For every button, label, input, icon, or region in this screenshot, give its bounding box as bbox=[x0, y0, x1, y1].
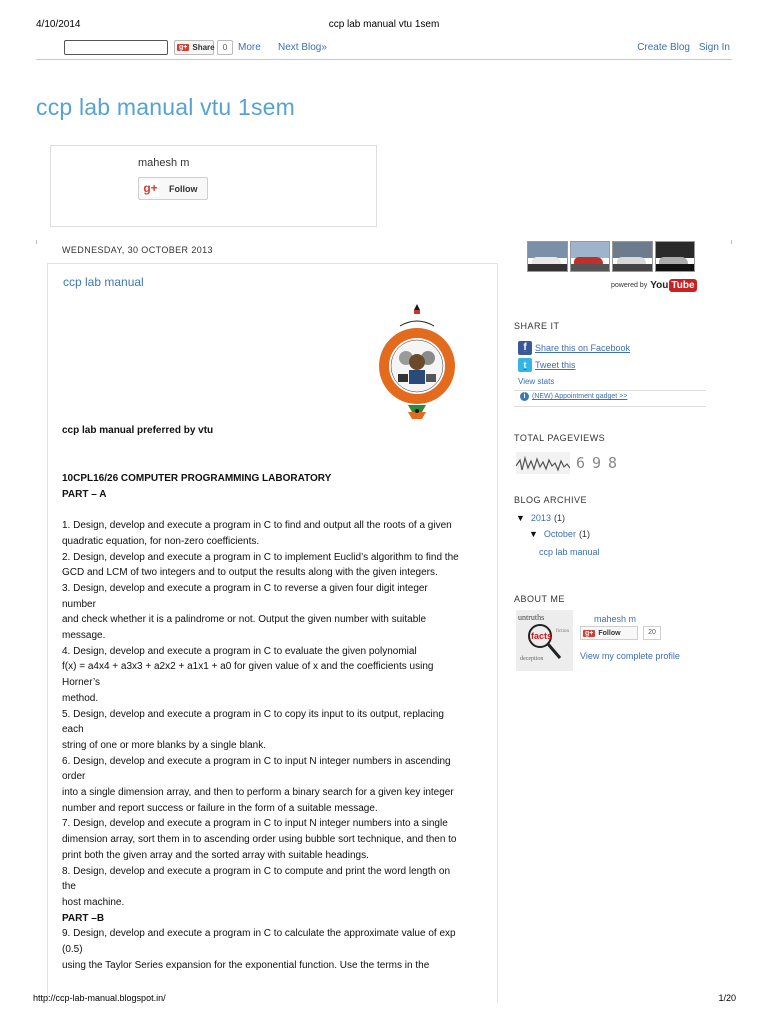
post-line: 2. Design, develop and execute a program in C to implement Euclid’s algorithm to find the bbox=[62, 551, 459, 563]
print-title: ccp lab manual vtu 1sem bbox=[328, 19, 440, 30]
post-line: 4. Design, develop and execute a program in C to evaluate the given polynomial bbox=[62, 645, 417, 657]
print-header bbox=[0, 19, 768, 33]
profile-follow-card bbox=[50, 145, 377, 227]
post-line: 9. Design, develop and execute a program in C to calculate the approximate value of exp bbox=[62, 928, 456, 940]
post-line: 10CPL16/26 COMPUTER PROGRAMMING LABORATORY bbox=[62, 473, 332, 484]
about-follow-button[interactable]: g+ Follow bbox=[580, 626, 638, 640]
post-line: 7. Design, develop and execute a program in C to input N integer numbers into a single bbox=[62, 818, 448, 830]
archive-month: ▼ October (1) bbox=[529, 529, 590, 539]
share-label: Share bbox=[192, 43, 215, 52]
post-line: f(x) = a4x4 + a3x3 + a2x2 + a1x1 + a0 for given value of x and the coefficients using bbox=[62, 661, 434, 673]
divider-tick bbox=[36, 240, 37, 244]
archive-year-link[interactable]: 2013 bbox=[530, 513, 551, 523]
about-name-link[interactable]: mahesh m bbox=[594, 614, 637, 624]
svg-text:deception: deception bbox=[520, 656, 544, 662]
video-thumbnail[interactable] bbox=[612, 241, 653, 272]
share-it-heading: SHARE IT bbox=[514, 321, 560, 331]
view-profile-link[interactable]: View my complete profile bbox=[580, 651, 680, 661]
post-line: into a single dimension array, and then to perform a binary search for a given key integer bbox=[62, 787, 454, 799]
post-line: PART – A bbox=[62, 488, 107, 500]
post-date-header: WEDNESDAY, 30 OCTOBER 2013 bbox=[62, 245, 213, 255]
post-line: number bbox=[62, 598, 96, 610]
gplus-icon: g+ bbox=[143, 181, 158, 195]
collapse-triangle-icon[interactable]: ▼ bbox=[529, 529, 538, 539]
paragraph-gap bbox=[62, 502, 487, 518]
gplus-share-button[interactable] bbox=[174, 40, 214, 55]
post-line: 8. Design, develop and execute a program in C to compute and print the word length on bbox=[62, 865, 451, 877]
powered-by-youtube[interactable] bbox=[611, 279, 697, 292]
gplus-icon: g+ bbox=[585, 629, 594, 637]
archive-post-link[interactable]: ccp lab manual bbox=[539, 547, 600, 557]
video-thumbnails bbox=[527, 241, 695, 272]
svg-text:facts: facts bbox=[531, 631, 553, 641]
blog-post bbox=[47, 263, 498, 1003]
divider bbox=[514, 406, 706, 407]
gplus-icon: g+ bbox=[179, 44, 188, 51]
post-lead-text: ccp lab manual preferred by vtu bbox=[62, 425, 214, 436]
collapse-triangle-icon[interactable]: ▼ bbox=[516, 513, 525, 523]
divider-tick bbox=[731, 240, 732, 244]
appointment-gadget-link[interactable]: i (NEW) Appointment gadget >> bbox=[520, 392, 627, 401]
profile-name[interactable]: mahesh m bbox=[138, 157, 190, 169]
post-line: number and report success or failure in the form of a suitable message. bbox=[62, 802, 378, 814]
archive-post bbox=[539, 547, 600, 557]
post-line: PART –B bbox=[62, 912, 105, 924]
facebook-icon: f bbox=[518, 341, 532, 355]
post-line: and check whether it is a palindrome or not. Output the given number with suitable bbox=[62, 614, 427, 626]
blogger-navbar bbox=[36, 38, 732, 60]
post-title[interactable]: ccp lab manual bbox=[63, 275, 144, 289]
post-line: order bbox=[62, 771, 86, 783]
post-line: (0.5) bbox=[62, 944, 83, 956]
sign-in-link[interactable]: Sign In bbox=[698, 42, 730, 53]
video-thumbnail[interactable] bbox=[655, 241, 696, 272]
post-line: message. bbox=[62, 630, 106, 642]
video-thumbnail[interactable] bbox=[527, 241, 568, 272]
navbar-search-input[interactable] bbox=[64, 40, 168, 55]
post-body bbox=[62, 471, 487, 973]
svg-text:untruths: untruths bbox=[518, 613, 545, 622]
pageview-count: 698 bbox=[576, 454, 625, 472]
twitter-icon: t bbox=[518, 358, 532, 372]
post-line: quadratic equation, for non-zero coefficients. bbox=[62, 535, 260, 547]
follow-button[interactable] bbox=[138, 177, 208, 200]
post-line: print both the given array and the sorted array with suitable headings. bbox=[62, 849, 369, 861]
info-icon: i bbox=[520, 392, 529, 401]
share-count: 0 bbox=[217, 40, 233, 55]
post-line: the bbox=[62, 881, 76, 893]
powered-by-label: powered by bbox=[611, 282, 648, 289]
post-line: 5. Design, develop and execute a program in C to copy its input to its output, replacing bbox=[62, 708, 444, 720]
profile-photo[interactable] bbox=[516, 610, 573, 671]
view-stats-link[interactable]: View stats bbox=[518, 377, 555, 386]
sparkline-graph bbox=[516, 452, 570, 474]
post-line: using the Taylor Series expansion for the exponential function. Use the terms in the bbox=[62, 959, 430, 971]
share-facebook-link[interactable]: f Share this on Facebook bbox=[518, 341, 630, 355]
post-line: string of one or more blanks by a single blank. bbox=[62, 739, 266, 751]
vtu-emblem-image[interactable] bbox=[378, 302, 456, 426]
post-line: GCD and LCM of two integers and to output the results along with the given integers. bbox=[62, 567, 438, 579]
svg-text:fiction: fiction bbox=[556, 629, 570, 634]
video-thumbnail[interactable] bbox=[570, 241, 611, 272]
archive-heading: BLOG ARCHIVE bbox=[514, 495, 588, 505]
print-date: 4/10/2014 bbox=[36, 19, 81, 30]
youtube-logo: You Tube bbox=[650, 280, 695, 291]
archive-year: ▼ 2013 (1) bbox=[516, 513, 565, 523]
print-page-number: 1/20 bbox=[718, 993, 736, 1003]
post-line: 6. Design, develop and execute a program in C to input N integer numbers in ascending bbox=[62, 755, 451, 767]
about-me-heading: ABOUT ME bbox=[514, 594, 565, 604]
tweet-link[interactable]: t Tweet this bbox=[518, 358, 576, 372]
blog-title[interactable]: ccp lab manual vtu 1sem bbox=[36, 94, 296, 120]
follow-label: Follow bbox=[169, 183, 198, 194]
print-url: http://ccp-lab-manual.blogspot.in/ bbox=[33, 993, 166, 1003]
post-line: dimension array, sort them in to ascending order using bubble sort technique, and then to bbox=[62, 834, 457, 846]
pageviews-heading: TOTAL PAGEVIEWS bbox=[514, 433, 606, 443]
more-link[interactable]: More bbox=[238, 42, 261, 53]
create-blog-link[interactable]: Create Blog bbox=[637, 42, 690, 53]
post-line: host machine. bbox=[62, 896, 125, 908]
post-line: 1. Design, develop and execute a program in C to find and output all the roots of a given bbox=[62, 520, 452, 532]
post-line: method. bbox=[62, 692, 99, 704]
follower-count: 20 bbox=[643, 626, 661, 640]
pageviews-widget bbox=[516, 451, 624, 475]
post-line: 3. Design, develop and execute a program in C to reverse a given four digit integer bbox=[62, 582, 428, 594]
next-blog-link[interactable]: Next Blog» bbox=[278, 42, 327, 53]
divider bbox=[514, 390, 706, 391]
archive-month-link[interactable]: October bbox=[543, 529, 576, 539]
post-line: Horner’s bbox=[62, 677, 100, 689]
post-line: each bbox=[62, 724, 84, 736]
